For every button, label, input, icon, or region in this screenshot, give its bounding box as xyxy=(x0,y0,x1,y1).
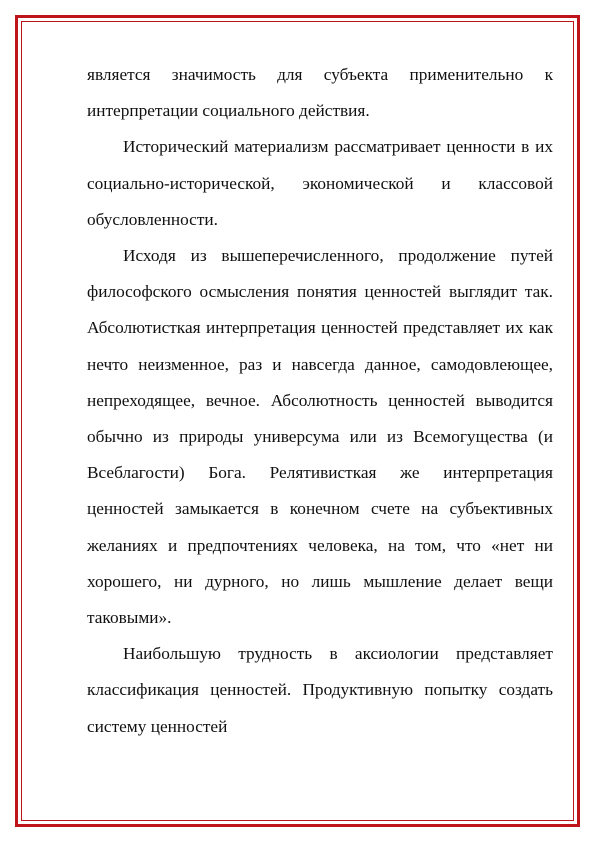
text-line: Исторический материализм рассматривает xyxy=(123,137,441,157)
text-line: ценности в их социально-исторической, xyxy=(87,137,553,193)
text-line: и навсегда данное, самодовлеющее, непреходящее, xyxy=(87,354,553,410)
text-line: интерпретации социального действия. xyxy=(87,101,370,121)
text-line: представляет классификация ценностей. xyxy=(87,644,553,700)
text-line: Продуктивную попытку создать систему ценностей xyxy=(87,680,553,736)
text-line: том, что «нет ни хорошего, ни дурного, но лишь xyxy=(87,535,553,591)
paragraph-3 xyxy=(87,238,553,636)
paragraph-1 xyxy=(87,57,553,129)
text-line: ценностей представляет их как нечто неизменное, раз xyxy=(87,318,553,374)
text-line: Наибольшую трудность в аксиологии xyxy=(123,644,439,664)
text-line: природы универсума или из Всемогущества (и xyxy=(179,427,553,447)
text-line: экономической и классовой обусловленности. xyxy=(87,173,553,229)
text-line: выглядит так. Абсолютисткая интерпретация xyxy=(87,282,553,338)
paragraph-2 xyxy=(87,129,553,238)
text-line: Исходя из вышеперечисленного, продолжение xyxy=(123,246,496,266)
text-line: мышление делает вещи таковыми». xyxy=(87,571,553,628)
text-line: путей философского осмысления понятия ценностей xyxy=(87,246,553,302)
text-line: вечное. Абсолютность ценностей выводится обычно из xyxy=(87,390,553,447)
text-line: Всеблагости) Бога. Релятивисткая же интерпретация xyxy=(87,463,553,483)
text-line: является значимость для субъекта применительно к xyxy=(87,65,553,84)
text-line: ценностей замыкается в конечном счете на xyxy=(87,499,439,519)
text-line: субъективных желаниях и предпочтениях человека, на xyxy=(87,499,553,555)
paragraph-4 xyxy=(87,636,553,745)
body-text xyxy=(87,57,553,745)
